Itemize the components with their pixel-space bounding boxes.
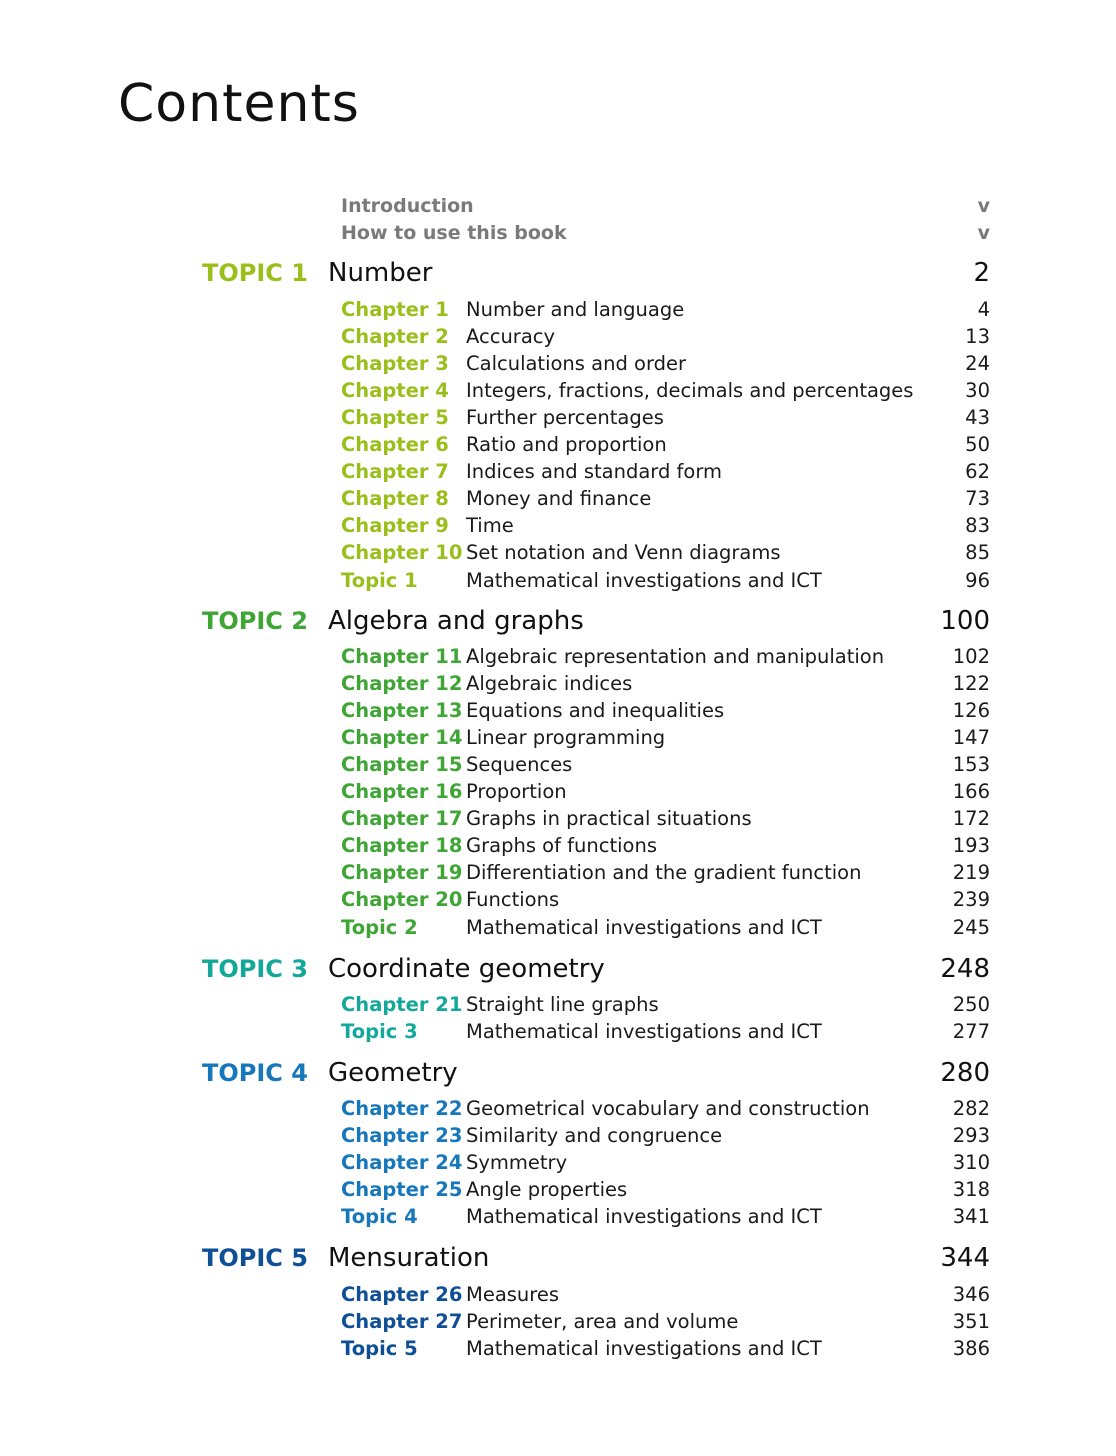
chapter-label[interactable]: Chapter 5 <box>341 406 449 429</box>
chapter-page: 193 <box>952 834 990 857</box>
chapter-page: 102 <box>952 645 990 668</box>
chapter-label[interactable]: Chapter 23 <box>341 1124 463 1147</box>
chapter-page: 346 <box>952 1283 990 1306</box>
chapter-page: 250 <box>952 993 990 1016</box>
chapter-label[interactable]: Chapter 21 <box>341 993 463 1016</box>
chapter-page: 13 <box>965 325 990 348</box>
chapter-title[interactable]: Mathematical investigations and ICT <box>466 1337 822 1360</box>
front-matter-page: v <box>977 222 990 244</box>
chapter-title[interactable]: Functions <box>466 888 560 911</box>
chapter-label[interactable]: Chapter 3 <box>341 352 449 375</box>
chapter-label[interactable]: Topic 2 <box>341 916 418 939</box>
chapter-label[interactable]: Chapter 19 <box>341 861 463 884</box>
chapter-page: 73 <box>965 487 990 510</box>
chapter-label[interactable]: Chapter 17 <box>341 807 463 830</box>
chapter-title[interactable]: Number and language <box>466 298 685 321</box>
chapter-title[interactable]: Linear programming <box>466 726 666 749</box>
chapter-label[interactable]: Chapter 11 <box>341 645 463 668</box>
chapter-page: 386 <box>952 1337 990 1360</box>
chapter-title[interactable]: Mathematical investigations and ICT <box>466 916 822 939</box>
chapter-title[interactable]: Mathematical investigations and ICT <box>466 1205 822 1228</box>
topic-label[interactable]: TOPIC 3 <box>202 955 308 983</box>
chapter-label[interactable]: Chapter 20 <box>341 888 463 911</box>
chapter-title[interactable]: Similarity and congruence <box>466 1124 723 1147</box>
topic-label[interactable]: TOPIC 5 <box>202 1244 308 1272</box>
chapter-label[interactable]: Chapter 16 <box>341 780 463 803</box>
topic-page: 2 <box>973 258 990 288</box>
topic-title[interactable]: Coordinate geometry <box>328 954 605 984</box>
chapter-label[interactable]: Chapter 18 <box>341 834 463 857</box>
chapter-page: 277 <box>952 1020 990 1043</box>
chapter-title[interactable]: Indices and standard form <box>466 460 723 483</box>
chapter-label[interactable]: Chapter 25 <box>341 1178 463 1201</box>
chapter-title[interactable]: Set notation and Venn diagrams <box>466 541 781 564</box>
chapter-title[interactable]: Symmetry <box>466 1151 568 1174</box>
topic-title[interactable]: Number <box>328 258 433 288</box>
chapter-label[interactable]: Chapter 14 <box>341 726 463 749</box>
chapter-label[interactable]: Chapter 8 <box>341 487 449 510</box>
chapter-title[interactable]: Proportion <box>466 780 567 803</box>
chapter-page: 62 <box>965 460 990 483</box>
chapter-label[interactable]: Chapter 10 <box>341 541 463 564</box>
chapter-title[interactable]: Mathematical investigations and ICT <box>466 569 822 592</box>
chapter-page: 30 <box>965 379 990 402</box>
topic-label[interactable]: TOPIC 2 <box>202 607 308 635</box>
chapter-page: 318 <box>952 1178 990 1201</box>
chapter-title[interactable]: Measures <box>466 1283 560 1306</box>
topic-page: 100 <box>940 606 990 636</box>
chapter-label[interactable]: Chapter 15 <box>341 753 463 776</box>
chapter-title[interactable]: Money and finance <box>466 487 652 510</box>
chapter-title[interactable]: Algebraic representation and manipulation <box>466 645 885 668</box>
page-title: Contents <box>118 74 360 134</box>
chapter-page: 96 <box>965 569 990 592</box>
chapter-page: 219 <box>952 861 990 884</box>
chapter-label[interactable]: Chapter 24 <box>341 1151 463 1174</box>
chapter-title[interactable]: Time <box>466 514 514 537</box>
topic-title[interactable]: Geometry <box>328 1058 458 1088</box>
chapter-page: 293 <box>952 1124 990 1147</box>
chapter-label[interactable]: Chapter 27 <box>341 1310 463 1333</box>
topic-page: 248 <box>940 954 990 984</box>
chapter-title[interactable]: Ratio and proportion <box>466 433 667 456</box>
chapter-page: 122 <box>952 672 990 695</box>
chapter-title[interactable]: Calculations and order <box>466 352 687 375</box>
chapter-title[interactable]: Equations and inequalities <box>466 699 725 722</box>
chapter-page: 4 <box>977 298 990 321</box>
chapter-title[interactable]: Sequences <box>466 753 573 776</box>
chapter-page: 85 <box>965 541 990 564</box>
chapter-title[interactable]: Angle properties <box>466 1178 628 1201</box>
chapter-label[interactable]: Topic 4 <box>341 1205 418 1228</box>
chapter-page: 50 <box>965 433 990 456</box>
topic-title[interactable]: Mensuration <box>328 1243 490 1273</box>
chapter-page: 83 <box>965 514 990 537</box>
chapter-label[interactable]: Topic 1 <box>341 569 418 592</box>
chapter-label[interactable]: Topic 3 <box>341 1020 418 1043</box>
chapter-page: 153 <box>952 753 990 776</box>
chapter-page: 147 <box>952 726 990 749</box>
front-matter-link[interactable]: How to use this book <box>341 222 567 244</box>
chapter-label[interactable]: Chapter 2 <box>341 325 449 348</box>
chapter-title[interactable]: Graphs in practical situations <box>466 807 752 830</box>
chapter-page: 126 <box>952 699 990 722</box>
chapter-page: 43 <box>965 406 990 429</box>
chapter-title[interactable]: Straight line graphs <box>466 993 659 1016</box>
chapter-label[interactable]: Chapter 9 <box>341 514 449 537</box>
chapter-label[interactable]: Chapter 26 <box>341 1283 463 1306</box>
chapter-page: 172 <box>952 807 990 830</box>
chapter-title[interactable]: Differentiation and the gradient function <box>466 861 862 884</box>
chapter-label[interactable]: Chapter 13 <box>341 699 463 722</box>
front-matter-page: v <box>977 195 990 217</box>
chapter-page: 282 <box>952 1097 990 1120</box>
chapter-label[interactable]: Chapter 4 <box>341 379 449 402</box>
chapter-label[interactable]: Topic 5 <box>341 1337 418 1360</box>
chapter-title[interactable]: Accuracy <box>466 325 556 348</box>
front-matter-link[interactable]: Introduction <box>341 195 474 217</box>
chapter-title[interactable]: Integers, fractions, decimals and percentages <box>466 379 914 402</box>
chapter-page: 351 <box>952 1310 990 1333</box>
chapter-page: 245 <box>952 916 990 939</box>
topic-page: 344 <box>940 1243 990 1273</box>
chapter-title[interactable]: Graphs of functions <box>466 834 657 857</box>
chapter-title[interactable]: Algebraic indices <box>466 672 633 695</box>
chapter-label[interactable]: Chapter 7 <box>341 460 449 483</box>
chapter-page: 341 <box>952 1205 990 1228</box>
chapter-title[interactable]: Mathematical investigations and ICT <box>466 1020 822 1043</box>
chapter-page: 166 <box>952 780 990 803</box>
topic-label[interactable]: TOPIC 4 <box>202 1059 308 1087</box>
topic-title[interactable]: Algebra and graphs <box>328 606 584 636</box>
chapter-title[interactable]: Geometrical vocabulary and construction <box>466 1097 870 1120</box>
chapter-page: 310 <box>952 1151 990 1174</box>
chapter-label[interactable]: Chapter 12 <box>341 672 463 695</box>
chapter-title[interactable]: Perimeter, area and volume <box>466 1310 739 1333</box>
chapter-label[interactable]: Chapter 6 <box>341 433 449 456</box>
topic-label[interactable]: TOPIC 1 <box>202 259 308 287</box>
chapter-page: 24 <box>965 352 990 375</box>
topic-page: 280 <box>940 1058 990 1088</box>
chapter-title[interactable]: Further percentages <box>466 406 664 429</box>
chapter-page: 239 <box>952 888 990 911</box>
chapter-label[interactable]: Chapter 1 <box>341 298 449 321</box>
chapter-label[interactable]: Chapter 22 <box>341 1097 463 1120</box>
